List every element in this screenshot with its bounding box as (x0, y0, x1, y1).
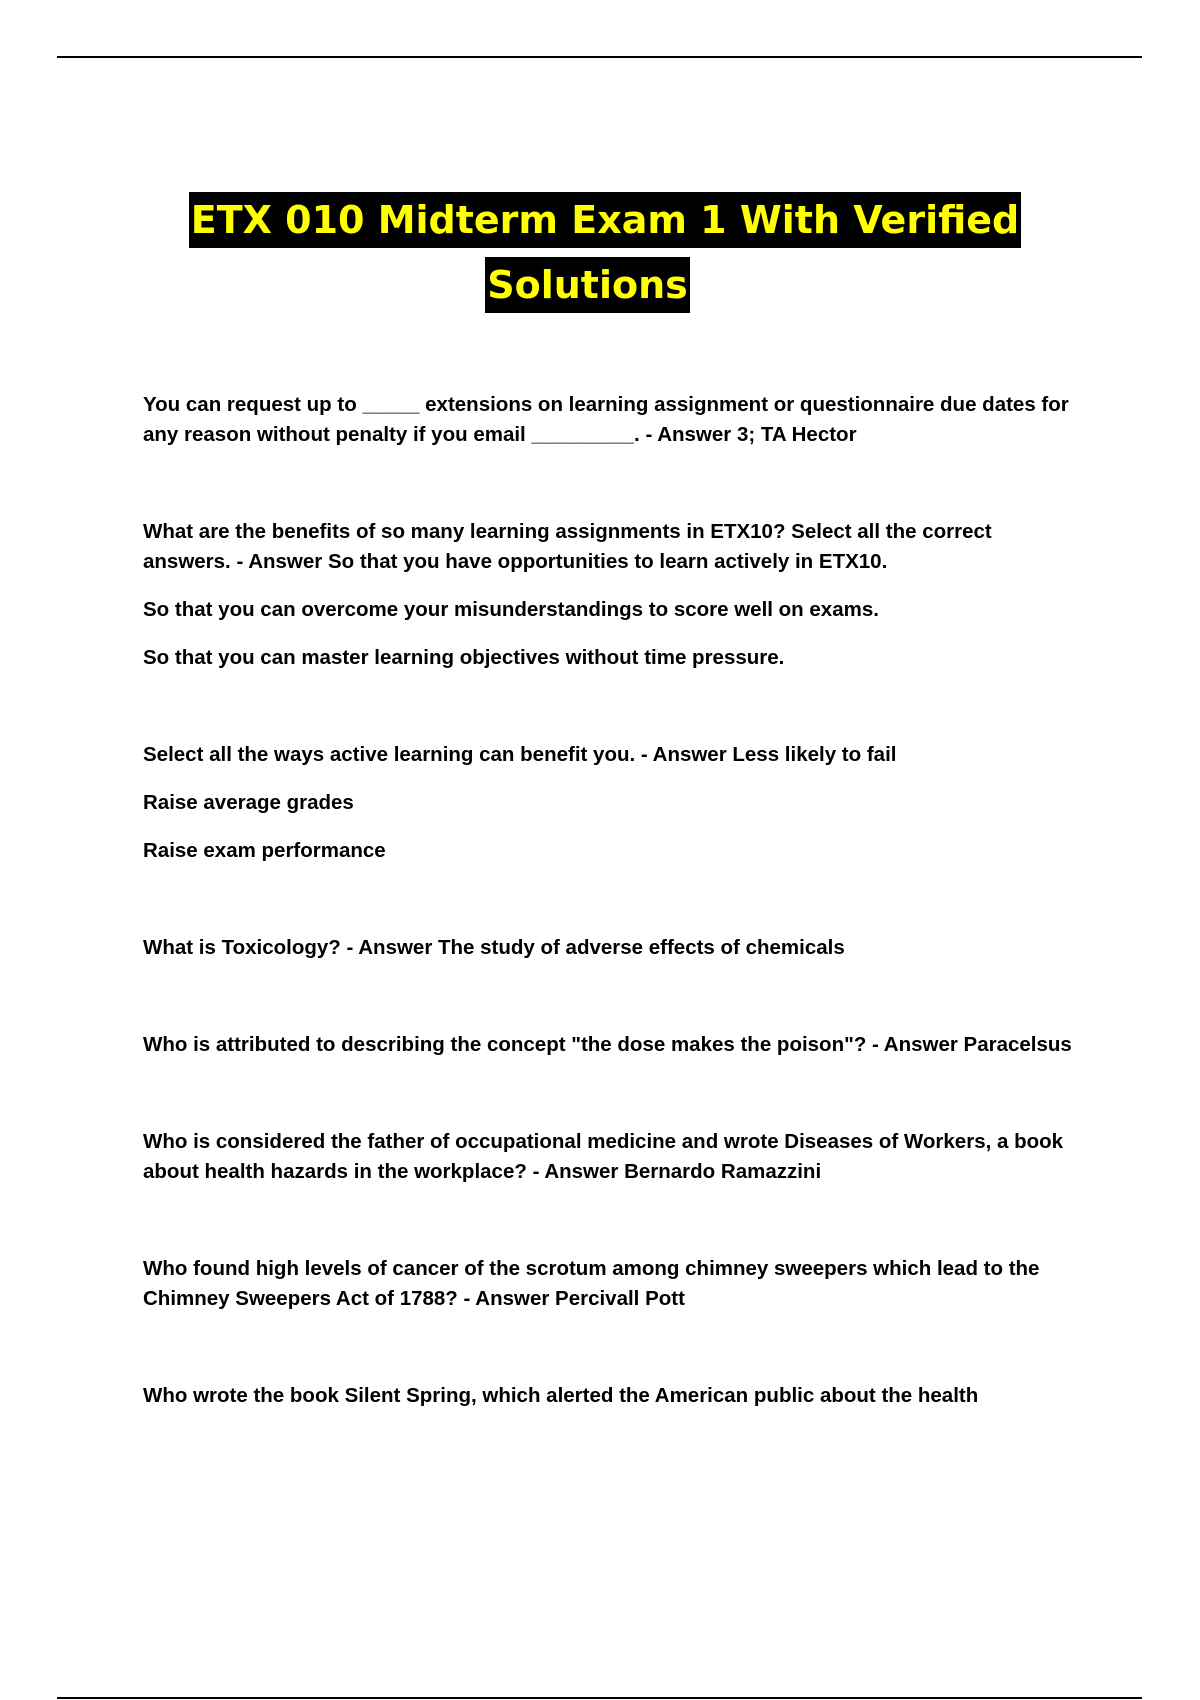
qa-text: What is Toxicology? - Answer The study of adverse effects of chemicals (143, 936, 845, 959)
qa-text: What are the benefits of so many learning assignments in ETX10? Select all the correct answers. - Answer So that you have opportunities to learn actively in ETX10. (143, 520, 992, 573)
qa-item (143, 1030, 1083, 1060)
qa-text: Who is attributed to describing the concept "the dose makes the poison"? - Answer Paracelsus (143, 1033, 1072, 1056)
qa-item (143, 390, 1083, 450)
qa-extra-line: Raise average grades (143, 791, 354, 814)
top-divider (57, 56, 1142, 58)
qa-extra-line: So that you can master learning objectives without time pressure. (143, 646, 785, 669)
title-line-1: ETX 010 Midterm Exam 1 With Verified (189, 192, 1022, 248)
qa-extra-line: So that you can overcome your misunderstandings to score well on exams. (143, 598, 879, 621)
bottom-divider (57, 1697, 1142, 1699)
qa-item (143, 1254, 1083, 1314)
question-list (143, 390, 1083, 1478)
qa-text: Who is considered the father of occupational medicine and wrote Diseases of Workers, a book about health hazards in the workplace? - Answer Bernardo Ramazzini (143, 1130, 1064, 1183)
qa-item (143, 1381, 1083, 1411)
qa-extra-line: Raise exam performance (143, 839, 386, 862)
qa-text: You can request up to _____ extensions on learning assignment or questionnaire due dates for any reason without penalty if you email _________. - Answer 3; TA Hector (143, 393, 1069, 446)
qa-item (143, 740, 1083, 866)
qa-item (143, 1127, 1083, 1187)
qa-text: Who wrote the book Silent Spring, which alerted the American public about the health (143, 1384, 979, 1407)
title-line-2: Solutions (485, 257, 690, 313)
qa-item (143, 933, 1083, 963)
qa-text: Select all the ways active learning can benefit you. - Answer Less likely to fail (143, 743, 897, 766)
qa-item (143, 517, 1083, 673)
page-title (0, 192, 1200, 313)
qa-text: Who found high levels of cancer of the scrotum among chimney sweepers which lead to the Chimney Sweepers Act of 1788? - Answer Percivall Pott (143, 1257, 1040, 1310)
